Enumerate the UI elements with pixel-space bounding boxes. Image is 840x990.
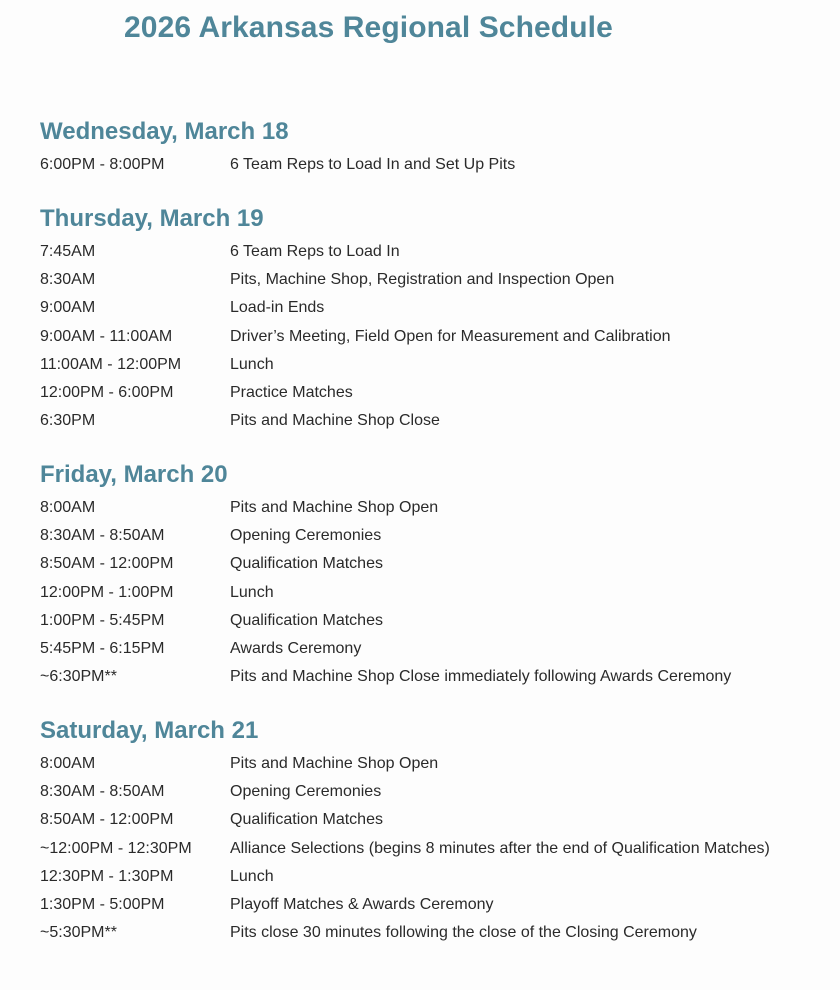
event-time: 12:00PM - 6:00PM — [40, 383, 174, 401]
schedule-row — [40, 835, 830, 863]
day-heading: Thursday, March 19 — [40, 205, 264, 232]
event-description: Pits and Machine Shop Close immediately following Awards Ceremony — [230, 668, 732, 686]
schedule-row — [40, 778, 830, 806]
schedule-row — [40, 663, 830, 691]
schedule-row — [40, 607, 830, 635]
event-description: Opening Ceremonies — [230, 783, 382, 801]
event-time: 8:50AM - 12:00PM — [40, 555, 174, 573]
event-time: 8:30AM - 8:50AM — [40, 527, 165, 545]
schedule-row — [40, 806, 830, 834]
day-section-thursday — [40, 204, 830, 435]
schedule-row — [40, 635, 830, 663]
schedule-row — [40, 919, 830, 947]
event-time: 1:00PM - 5:45PM — [40, 611, 165, 629]
event-description: 6 Team Reps to Load In — [230, 243, 400, 260]
schedule-row — [40, 863, 830, 891]
event-time: ~12:00PM - 12:30PM — [40, 839, 192, 857]
event-description: Lunch — [230, 355, 274, 373]
event-description: Load-in Ends — [230, 299, 325, 317]
event-time: 7:45AM — [40, 243, 96, 260]
event-description: 6 Team Reps to Load In and Set Up Pits — [230, 156, 516, 173]
event-description: Opening Ceremonies — [230, 527, 382, 545]
event-description: Qualification Matches — [230, 555, 383, 573]
event-time: 1:30PM - 5:00PM — [40, 895, 165, 913]
schedule-row — [40, 238, 830, 266]
schedule-row — [40, 151, 830, 179]
event-description: Driver’s Meeting, Field Open for Measurement and Calibration — [230, 327, 671, 345]
schedule-row — [40, 379, 830, 407]
event-time: ~5:30PM** — [40, 924, 117, 942]
event-description: Pits and Machine Shop Open — [230, 755, 439, 772]
schedule-row — [40, 522, 830, 550]
schedule-row — [40, 407, 830, 435]
event-time: 11:00AM - 12:00PM — [40, 355, 182, 373]
event-time: 9:00AM - 11:00AM — [40, 327, 173, 345]
event-description: Pits and Machine Shop Open — [230, 499, 439, 516]
event-time: 8:00AM — [40, 755, 96, 772]
schedule-row — [40, 323, 830, 351]
event-description: Qualification Matches — [230, 811, 383, 829]
event-description: Awards Ceremony — [230, 639, 362, 657]
day-section-friday — [40, 460, 830, 691]
event-time: ~6:30PM** — [40, 668, 117, 686]
event-time: 8:50AM - 12:00PM — [40, 811, 174, 829]
schedule-row — [40, 351, 830, 379]
schedule-row — [40, 294, 830, 322]
schedule-row — [40, 891, 830, 919]
schedule-row — [40, 579, 830, 607]
event-description: Pits and Machine Shop Close — [230, 412, 440, 430]
event-description: Lunch — [230, 583, 274, 601]
day-heading: Friday, March 20 — [40, 461, 228, 488]
event-time: 8:30AM - 8:50AM — [40, 783, 165, 801]
event-time: 6:30PM — [40, 412, 96, 430]
event-time: 12:00PM - 1:00PM — [40, 583, 174, 601]
event-time: 5:45PM - 6:15PM — [40, 639, 165, 657]
event-description: Alliance Selections (begins 8 minutes after the end of Qualification Matches) — [230, 839, 770, 857]
page-title: 2026 Arkansas Regional Schedule — [124, 11, 613, 44]
schedule-row — [40, 266, 830, 294]
event-description: Lunch — [230, 867, 274, 885]
event-description: Practice Matches — [230, 383, 353, 401]
event-description: Pits close 30 minutes following the close of the Closing Ceremony — [230, 924, 697, 942]
event-description: Playoff Matches & Awards Ceremony — [230, 895, 494, 913]
event-time: 8:00AM — [40, 499, 96, 516]
event-description: Pits, Machine Shop, Registration and Inspection Open — [230, 271, 615, 289]
event-time: 9:00AM — [40, 299, 96, 317]
event-description: Qualification Matches — [230, 611, 383, 629]
event-time: 6:00PM - 8:00PM — [40, 156, 165, 173]
day-heading: Wednesday, March 18 — [40, 118, 289, 145]
event-time: 12:30PM - 1:30PM — [40, 867, 174, 885]
schedule-row — [40, 494, 830, 522]
event-time: 8:30AM — [40, 271, 96, 289]
day-section-saturday — [40, 716, 830, 947]
schedule-row — [40, 550, 830, 578]
schedule-row — [40, 750, 830, 778]
day-heading: Saturday, March 21 — [40, 717, 259, 744]
day-section-wednesday — [40, 117, 830, 179]
